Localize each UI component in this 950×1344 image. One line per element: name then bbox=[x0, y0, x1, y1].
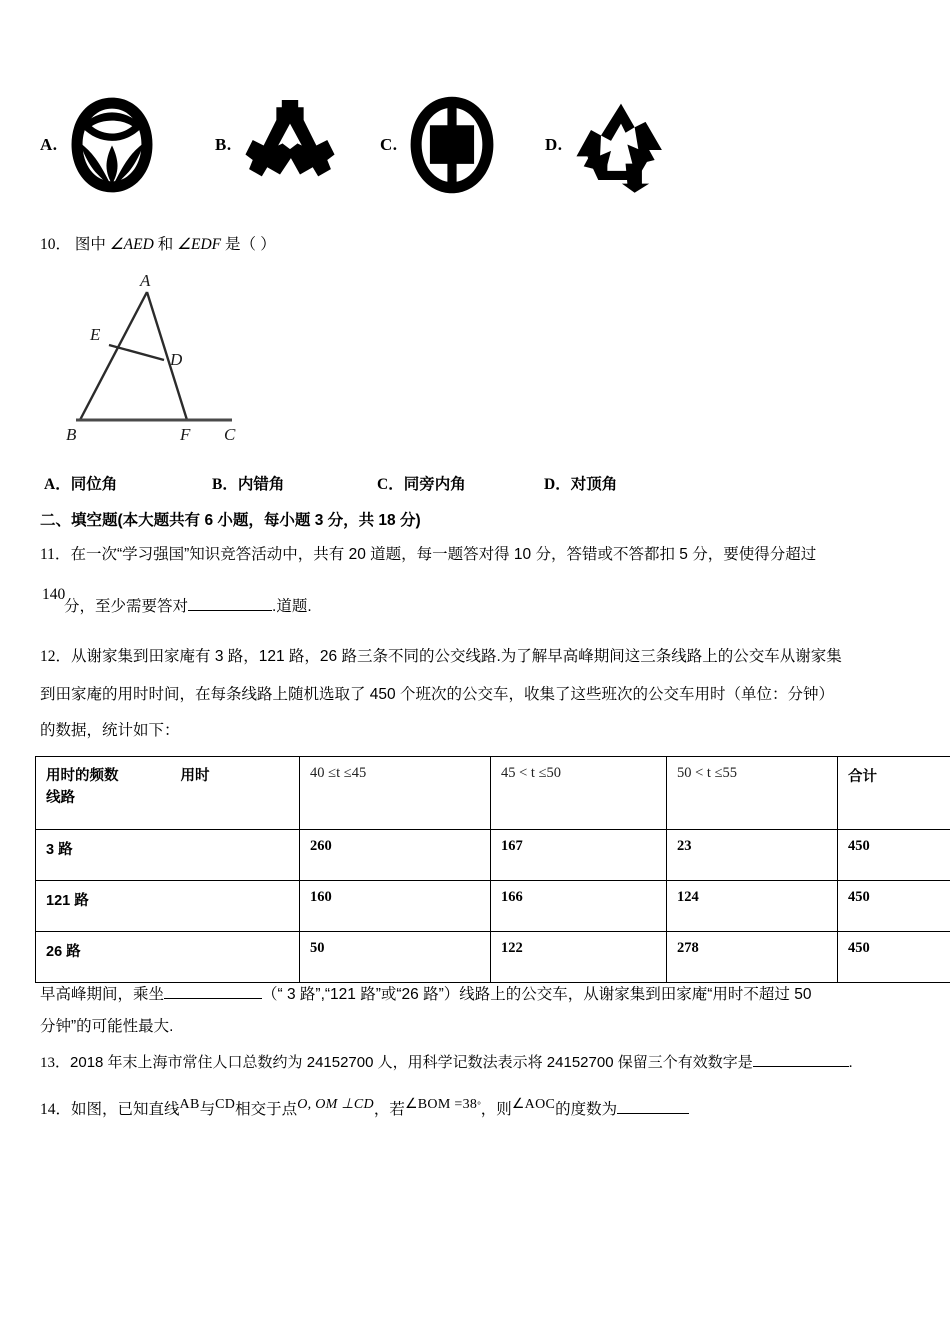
table-cell-r0c2: 23 bbox=[667, 830, 838, 881]
question-11-answer-blank[interactable] bbox=[188, 610, 272, 611]
table-row-label-route-26: 26 路 bbox=[36, 932, 300, 983]
table-cell-r1c3: 450 bbox=[838, 881, 950, 932]
choice-b[interactable] bbox=[212, 472, 284, 494]
table-cell-r1c2: 124 bbox=[667, 881, 838, 932]
question-14-line-ab: AB bbox=[179, 1097, 200, 1112]
question-10-figure bbox=[52, 268, 252, 448]
table-row bbox=[36, 881, 950, 932]
table-header-row bbox=[36, 757, 950, 830]
option-c-label: C. bbox=[380, 135, 398, 154]
question9-options-row bbox=[40, 85, 740, 205]
corner-header-time: 用时 bbox=[180, 768, 210, 784]
choice-a-label: A． bbox=[44, 476, 71, 493]
table-col-header-range-1: 40 ≤t ≤45 bbox=[300, 757, 491, 830]
question-10-number: 10． bbox=[40, 236, 72, 253]
question-13-period: . bbox=[848, 1055, 853, 1071]
question-12-line-1 bbox=[40, 640, 930, 674]
corner-header-route: 线路 bbox=[46, 790, 75, 806]
table-corner-header bbox=[36, 757, 300, 830]
table-row bbox=[36, 932, 950, 983]
choice-b-text: 内错角 bbox=[237, 476, 285, 493]
question-11-text-tail: .道题. bbox=[272, 598, 312, 615]
question-14-point-condition: O, OM ⊥CD bbox=[297, 1097, 374, 1112]
table-cell-r1c0: 160 bbox=[300, 881, 491, 932]
question-12-after-line-2 bbox=[40, 1010, 930, 1044]
question-13-number: 13． bbox=[40, 1055, 71, 1071]
choice-a[interactable] bbox=[44, 472, 117, 494]
choice-c-text: 同旁内角 bbox=[403, 476, 466, 493]
question-13 bbox=[40, 1046, 940, 1080]
question-10-conjunction: 和 bbox=[157, 236, 174, 253]
question-12-after-line-1 bbox=[40, 978, 930, 1012]
question-11-line-1 bbox=[40, 538, 920, 572]
question-14-text-1: 如图，已知直线 bbox=[71, 1101, 180, 1119]
question-10-angle-1: ∠AED bbox=[109, 236, 154, 253]
question-11-line-2 bbox=[64, 590, 312, 624]
question-10-text-after: 是（ ） bbox=[224, 236, 276, 253]
question-10-text-before: 图中 bbox=[74, 236, 106, 253]
choice-d[interactable] bbox=[544, 472, 617, 494]
table-cell-r0c1: 167 bbox=[491, 830, 667, 881]
question-14-number: 14． bbox=[40, 1101, 72, 1119]
choice-d-label: D． bbox=[544, 476, 571, 493]
option-b-cell bbox=[215, 85, 332, 205]
table-col-header-range-2: 45 < t ≤50 bbox=[491, 757, 667, 830]
table-cell-r2c0: 50 bbox=[300, 932, 491, 983]
question-14-text-3: 相交于点 bbox=[235, 1101, 298, 1119]
question-11-number: 11． bbox=[40, 546, 71, 563]
option-d-label: D. bbox=[545, 135, 563, 154]
question-12-text-2: 到田家庵的用时时间，在每条线路上随机选取了 450 个班次的公交车，收集了这些班次的公交车用时（单位：分钟） bbox=[40, 686, 834, 703]
question-14-answer-blank[interactable] bbox=[617, 1113, 689, 1114]
choice-a-text: 同位角 bbox=[70, 476, 118, 493]
option-c-cell bbox=[380, 85, 498, 205]
figure-label-e: E bbox=[90, 325, 101, 344]
table-cell-r0c0: 260 bbox=[300, 830, 491, 881]
choice-c-label: C． bbox=[377, 476, 404, 493]
question-11-value-140: 140 bbox=[42, 586, 66, 603]
question-14-text-4: ，若 bbox=[373, 1101, 405, 1119]
question-10-angle-2: ∠EDF bbox=[177, 236, 222, 253]
table-cell-r2c1: 122 bbox=[491, 932, 667, 983]
question-14 bbox=[40, 1088, 940, 1127]
figure-label-f: F bbox=[180, 425, 191, 444]
option-a-cell bbox=[40, 85, 158, 205]
table-row bbox=[36, 830, 950, 881]
option-d-cell bbox=[545, 85, 663, 205]
table-cell-r2c3: 450 bbox=[838, 932, 950, 983]
question-12-text-3: 的数据，统计如下： bbox=[40, 722, 180, 739]
question-14-text-2: 与 bbox=[199, 1101, 216, 1119]
oval-leaf-logo-icon bbox=[66, 90, 158, 200]
figure-label-c: C bbox=[224, 425, 236, 444]
table-cell-r2c2: 278 bbox=[667, 932, 838, 983]
corner-header-frequency: 用时的频数 bbox=[46, 768, 119, 784]
segment-ab bbox=[80, 292, 147, 420]
question-11-text-2: 分，至少需要答对 bbox=[64, 598, 189, 615]
figure-label-a: A bbox=[140, 271, 151, 290]
table-col-header-range-3: 50 < t ≤55 bbox=[667, 757, 838, 830]
table-cell-r1c1: 166 bbox=[491, 881, 667, 932]
option-b-label: B. bbox=[215, 135, 232, 154]
table-cell-r0c3: 450 bbox=[838, 830, 950, 881]
zhong-character-in-circle-icon bbox=[406, 90, 498, 200]
question-12-text-1: 从谢家集到田家庵有 3 路，121 路，26 路三条不同的公交线路.为了解早高峰期间这三条线路上的公交车从谢家集 bbox=[71, 648, 842, 665]
question-12-number: 12． bbox=[40, 648, 72, 665]
option-a-label: A. bbox=[40, 135, 58, 154]
degree-symbol: ° bbox=[477, 1100, 481, 1110]
table-row-label-route-121: 121 路 bbox=[36, 881, 300, 932]
question-14-angle-bom: ∠BOM =38 bbox=[404, 1097, 478, 1112]
question-14-text-5: ，则 bbox=[480, 1101, 512, 1119]
choice-c[interactable] bbox=[377, 472, 466, 494]
bus-route-frequency-table bbox=[35, 756, 950, 983]
recycling-symbol-icon bbox=[571, 90, 663, 200]
question-12-answer-blank[interactable] bbox=[164, 998, 262, 999]
question-13-text: 2018 年末上海市常住人口总数约为 24152700 人，用科学记数法表示将 24152700 保留三个有效数字是 bbox=[70, 1054, 753, 1071]
question-13-answer-blank[interactable] bbox=[753, 1066, 849, 1067]
question-10-stem bbox=[40, 228, 276, 262]
section-2-heading: 二、填空题(本大题共有 6 小题，每小题 3 分，共 18 分) bbox=[40, 512, 421, 529]
question-12-after-text-b: （“ 3 路”,“121 路”或“26 路”）线路上的公交车，从谢家集到田家庵“用时不超过 50 bbox=[262, 986, 812, 1003]
question-12-after-text-a: 早高峰期间，乘坐 bbox=[40, 986, 165, 1003]
tri-radial-propeller-logo-icon bbox=[240, 90, 332, 200]
segment-ed bbox=[109, 345, 164, 360]
question-12-line-2 bbox=[40, 678, 930, 712]
question-12-after-text-c: 分钟”的可能性最大. bbox=[40, 1018, 174, 1035]
table-col-header-total: 合计 bbox=[838, 757, 950, 830]
question-12-line-3 bbox=[40, 714, 930, 748]
table-row-label-route-3: 3 路 bbox=[36, 830, 300, 881]
question-14-angle-aoc: ∠AOC bbox=[511, 1097, 556, 1112]
figure-label-b: B bbox=[66, 425, 77, 444]
choice-d-text: 对顶角 bbox=[570, 476, 618, 493]
question-14-line-cd: CD bbox=[215, 1097, 236, 1112]
question-14-text-6: 的度数为 bbox=[555, 1101, 618, 1119]
figure-label-d: D bbox=[170, 350, 183, 369]
question-11-text-1: 在一次“学习强国”知识竞答活动中，共有 20 道题，每一题答对得 10 分，答错或不答都扣 5 分，要使得分超过 bbox=[70, 546, 817, 563]
choice-b-label: B． bbox=[212, 476, 238, 493]
